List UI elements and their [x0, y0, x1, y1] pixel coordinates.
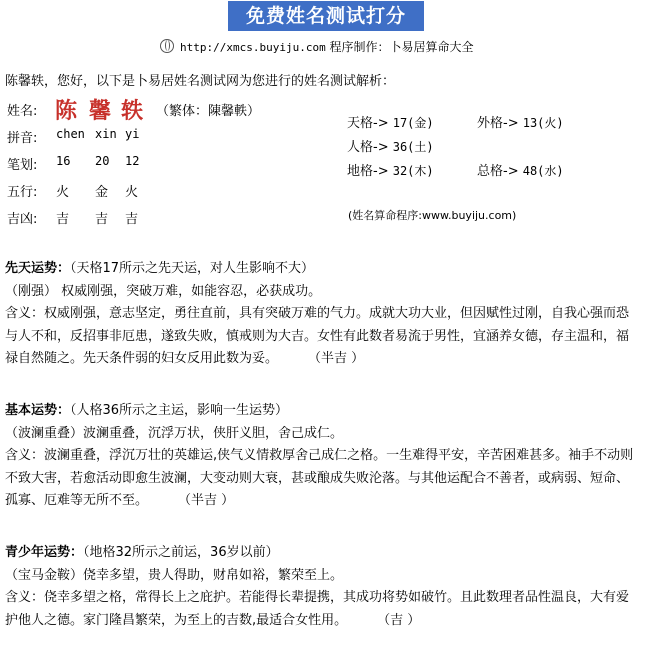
wuxing-label: 五行:	[7, 185, 38, 200]
name-char-2: 馨	[89, 99, 112, 124]
section-subtitle: （天格17所示之先天运，对人生影响不大）	[70, 261, 315, 276]
zong-ge-label: 总格->	[477, 164, 519, 179]
jixiong-2: 吉	[95, 212, 109, 227]
name-char-1: 陈	[55, 99, 78, 124]
strokes-3: 12	[125, 154, 140, 168]
pinyin-label: 拼音:	[7, 131, 38, 146]
pinyin-2: xin	[95, 127, 117, 141]
wuxing-3: 火	[125, 185, 139, 200]
wuxing-2: 金	[95, 185, 109, 200]
zong-ge-value: 48(水)	[522, 164, 564, 178]
jixiong-3: 吉	[125, 212, 139, 227]
wai-ge	[477, 112, 564, 131]
wuxing-1: 火	[56, 185, 70, 200]
section-body: 含义：侥幸多望之格，常得长上之庇护。若能得长辈提携，其成功将势如破竹。且此数理者品性温良，大有爱护他人之德。家门隆昌繁荣，为至上的吉数,最适合女性用。	[5, 590, 630, 628]
jixiong-1: 吉	[56, 212, 70, 227]
section-summary: （波澜重叠）波澜重叠，沉浮万状，侠肝义胆，舍己成仁。	[5, 425, 344, 441]
section-qingshaonian	[5, 542, 641, 632]
page-title: 免费姓名测试打分	[228, 1, 424, 31]
ren-ge-value: 36(土)	[392, 140, 434, 154]
section-title: 先天运势：	[5, 261, 71, 276]
ren-ge-label: 人格->	[347, 140, 389, 155]
jixiong-label: 吉凶:	[7, 212, 38, 227]
di-ge-value: 32(木)	[392, 164, 434, 178]
strokes-1: 16	[56, 154, 71, 168]
zong-ge	[477, 160, 564, 179]
wai-ge-label: 外格->	[477, 116, 519, 131]
section-subtitle: （人格36所示之主运，影响一生运势）	[70, 403, 289, 418]
intro-text: 陈馨轶，您好，以下是卜易居姓名测试网为您进行的姓名测试解析：	[5, 74, 396, 89]
section-summary: （刚强） 权威刚强，突破万难，如能容忍，必获成功。	[5, 283, 322, 299]
strokes-label: 笔划:	[7, 158, 38, 173]
traditional-name: （繁体：陳馨軼）	[156, 104, 261, 119]
site-maker-text: 程序制作：卜易居算命大全	[329, 40, 474, 54]
name-label: 姓名:	[7, 104, 38, 119]
name-char-3: 轶	[121, 99, 144, 124]
wai-ge-value: 13(火)	[522, 116, 564, 130]
tian-ge-label: 天格->	[347, 116, 389, 131]
section-subtitle: （地格32所示之前运，36岁以前）	[83, 545, 279, 560]
di-ge-label: 地格->	[347, 164, 389, 179]
section-verdict: （半吉 ）	[308, 351, 365, 366]
ren-ge	[347, 136, 434, 155]
section-body: 含义：波澜重叠，浮沉万壮的英雄运,侠气义情救厚舍己成仁之格。一生难得平安，辛苦困难甚多。袖手不动则不致大害，若愈活动即愈生波澜，大变动则大衰，甚或酿成失败沦落。与其他运配合不善者，或病弱、短命、孤寡、厄难等无所不至。	[5, 448, 634, 508]
site-url-link[interactable]: http://xmcs.buyiju.com	[180, 41, 326, 54]
tian-ge-value: 17(金)	[392, 116, 434, 130]
section-summary: （宝马金鞍）侥幸多望，贵人得助，财帛如裕，繁荣至上。	[5, 567, 344, 583]
section-verdict: （吉 ）	[377, 612, 421, 628]
section-title: 基本运势：	[5, 403, 71, 418]
section-title: 青少年运势：	[5, 545, 84, 560]
section-jiben	[5, 400, 641, 513]
section-xiantian	[5, 258, 641, 371]
program-credit[interactable]: (姓名算命程序:www.buyiju.com)	[348, 209, 517, 222]
pinyin-1: chen	[56, 127, 85, 141]
section-verdict: （半吉 ）	[178, 493, 235, 508]
strokes-2: 20	[95, 154, 110, 168]
pinyin-3: yi	[125, 127, 140, 141]
site-info-line	[160, 38, 474, 55]
section-body: 含义：权威刚强，意志坚定，勇往直前，具有突破万难的气力。成就大功大业，但因赋性过刚，自我心强而恐与人不和，反招事非厄患，遂致失败，慎戒则为大吉。女性有此数者易流于男性，宜涵养女德，存主温和，福禄自然随之。先天条件弱的妇女反用此数为妥。	[5, 306, 630, 366]
globe-icon	[160, 39, 174, 53]
di-ge	[347, 160, 434, 179]
tian-ge	[347, 112, 434, 131]
